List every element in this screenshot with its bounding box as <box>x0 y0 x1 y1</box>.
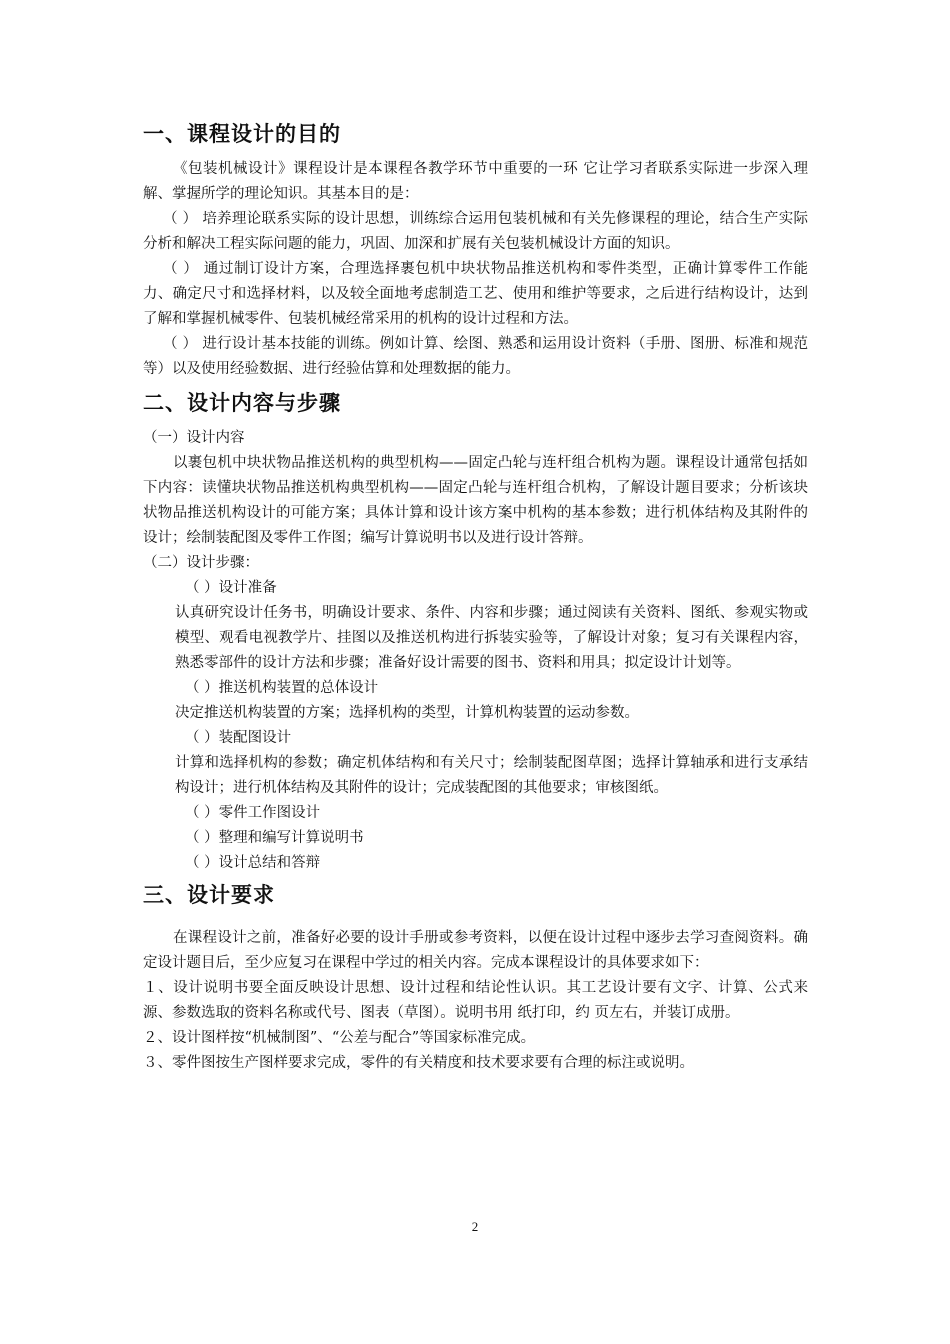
paragraph: （ ） 进行设计基本技能的训练。例如计算、绘图、熟悉和运用设计资料（手册、图册、标准和规范等）以及使用经验数据、进行经验估算和处理数据的能力。 <box>143 336 808 377</box>
section-heading-content-steps: 二、设计内容与步骤 <box>143 391 341 415</box>
requirement-item: １、设计说明书要全面反映设计思想、设计过程和结论性认识。其工艺设计要有文字、计算、公式来源、参数选取的资料名称或代号、图表（草图）。说明书用 纸打印，约 页左右，并装订成册。 <box>143 980 808 1021</box>
step-text: 决定推送机构装置的方案；选择机构的类型，计算机构装置的运动参数。 <box>175 705 639 721</box>
section-heading-requirements: 三、设计要求 <box>143 883 275 907</box>
step-label: （ ）设计总结和答辩 <box>185 855 321 871</box>
paragraph: 以裹包机中块状物品推送机构的典型机构——固定凸轮与连杆组合机构为题。课程设计通常包括如下内容：读懂块状物品推送机构典型机构——固定凸轮与连杆组合机构，了解设计题目要求；分析该块状物品推送机构设计的可能方案；具体计算和设计该方案中机构的基本参数；进行机体结构及其附件的设计；绘制装配图及零件工作图；编写计算说明书以及进行设计答辩。 <box>143 455 808 546</box>
step-label: （ ）推送机构装置的总体设计 <box>185 680 379 696</box>
paragraph: （ ） 培养理论联系实际的设计思想，训练综合运用包装机械和有关先修课程的理论，结合生产实际分析和解决工程实际问题的能力，巩固、加深和扩展有关包装机械设计方面的知识。 <box>143 211 808 252</box>
paragraph: 在课程设计之前，准备好必要的设计手册或参考资料，以便在设计过程中逐步去学习查阅资料。确定设计题目后，至少应复习在课程中学过的相关内容。完成本课程设计的具体要求如下： <box>143 930 808 971</box>
subheading-steps: （二）设计步骤： <box>143 555 259 571</box>
page-number: 2 <box>471 1219 479 1234</box>
step-label: （ ）零件工作图设计 <box>185 805 321 821</box>
step-text-body: 认真研究设计任务书，明确设计要求、条件、内容和步骤；通过阅读有关资料、图纸、参观实物或模型、观看电视教学片、挂图以及推送机构进行拆装实验等，了解设计对象；复习有关课程内容，熟悉零部件的设计方法和步骤；准备好设计需要的图书、资料和用具；拟定设计计划等。 <box>175 605 808 671</box>
paragraph: 《包装机械设计》课程设计是本课程各教学环节中重要的一环 它让学习者联系实际进一步深入理解、掌握所学的理论知识。其基本目的是： <box>143 161 808 202</box>
step-label: （ ）装配图设计 <box>185 730 292 746</box>
requirement-item: ３、零件图按生产图样要求完成，零件的有关精度和技术要求要有合理的标注或说明。 <box>143 1055 694 1071</box>
step-label: （ ）设计准备 <box>185 580 277 596</box>
step-label: （ ）整理和编写计算说明书 <box>185 830 364 846</box>
paragraph: （ ） 通过制订设计方案，合理选择裹包机中块状物品推送机构和零件类型，正确计算零件工作能力、确定尺寸和选择材料，以及较全面地考虑制造工艺、使用和维护等要求，之后进行结构设计，达到了解和掌握机械零件、包装机械经常采用的机构的设计过程和方法。 <box>143 261 808 327</box>
section-heading-purpose: 一、课程设计的目的 <box>143 122 341 146</box>
requirement-item: ２、设计图样按“机械制图”、“公差与配合”等国家标准完成。 <box>143 1030 536 1046</box>
step-text: 计算和选择机构的参数；确定机体结构和有关尺寸；绘制装配图草图；选择计算轴承和进行支承结构设计；进行机体结构及其附件的设计；完成装配图的其他要求；审核图纸。 <box>175 755 808 796</box>
subheading-content: （一）设计内容 <box>143 430 245 446</box>
page-content <box>143 117 808 1076</box>
step-text <box>143 601 808 676</box>
